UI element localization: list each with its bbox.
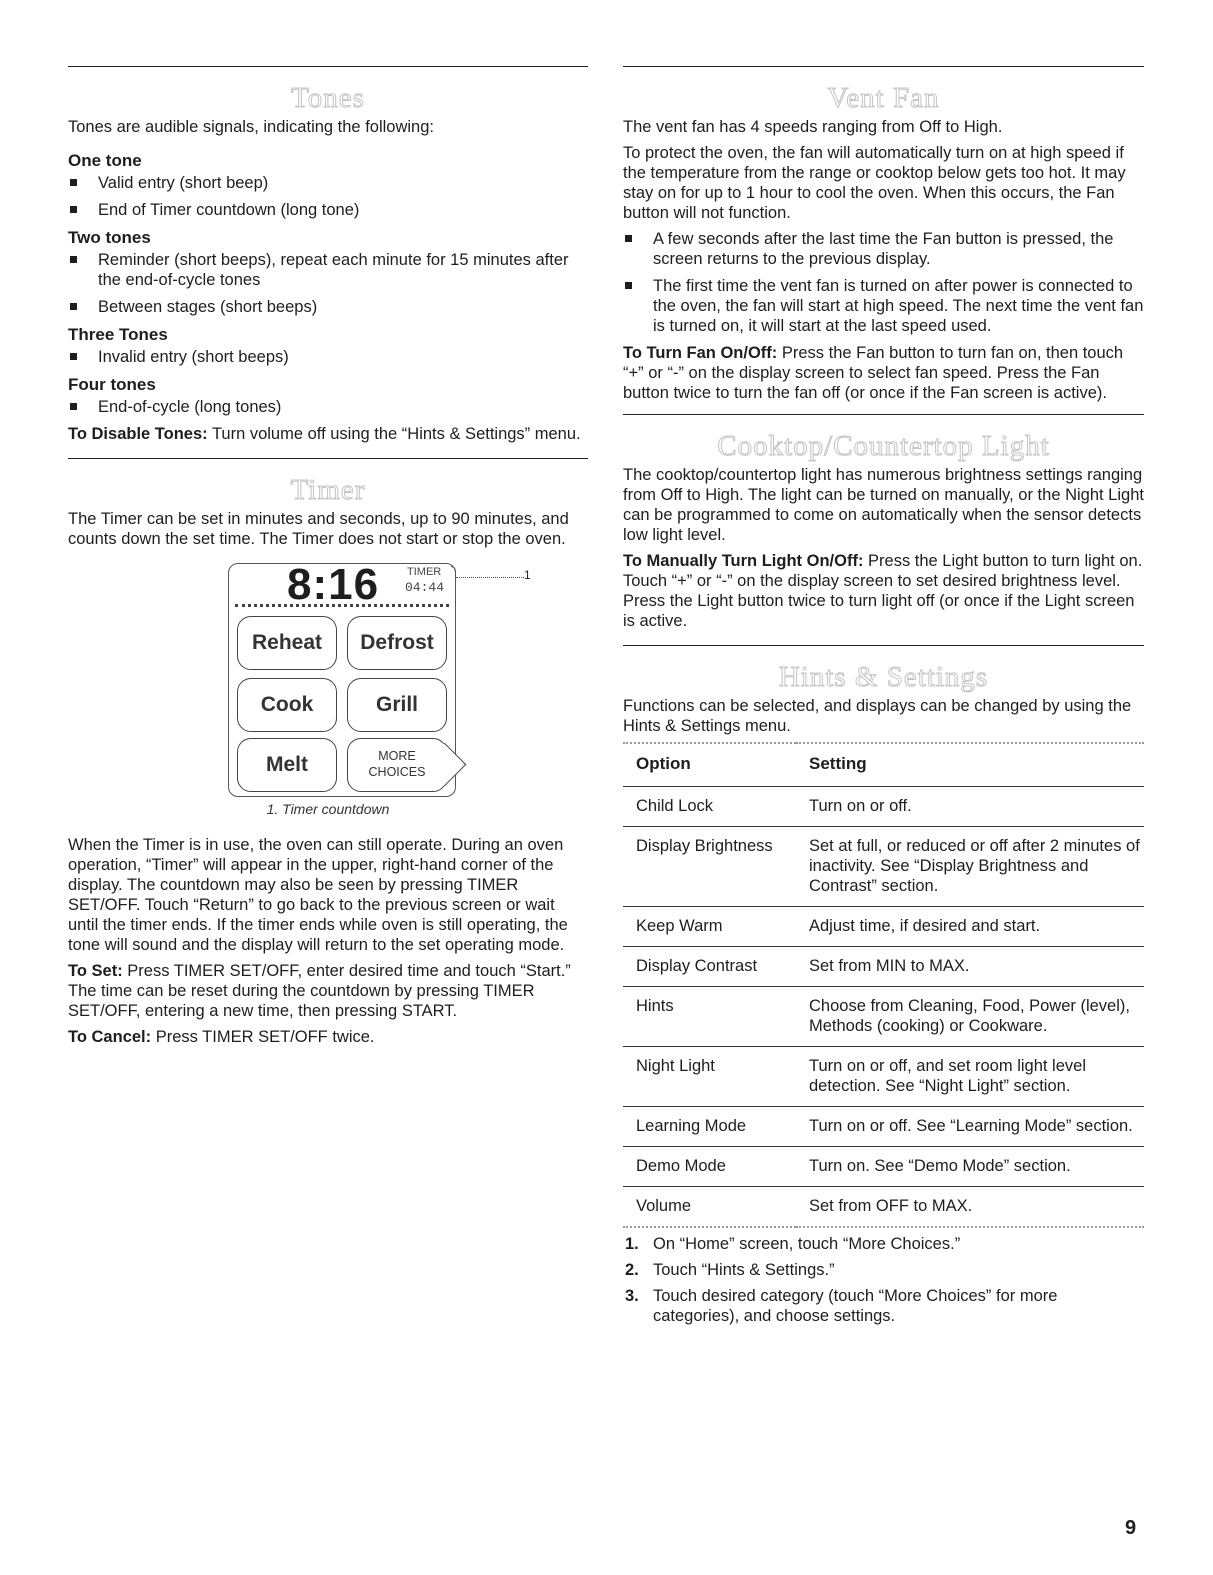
setting-cell: Set at full, or reduced or off after 2 minutes of inactivity. See “Display Brightness and Contrast” section. bbox=[796, 827, 1144, 907]
tone-group-list bbox=[68, 173, 588, 220]
list-item: A few seconds after the last time the Fan button is pressed, the screen returns to the previous display. bbox=[623, 229, 1144, 269]
light-manual-paragraph bbox=[623, 551, 1144, 631]
light-p1: The cooktop/countertop light has numerous brightness settings ranging from Off to High. The light can be turned on manually, or the Night Light can be programmed to come on automatically when the sensor detects low light level. bbox=[623, 466, 1144, 544]
timer-set-text: Press TIMER SET/OFF, enter desired time and touch “Start.” The time can be reset during the countdown by pressing TIMER SET/OFF, entering a new time, then pressing START. bbox=[68, 962, 571, 1020]
melt-button[interactable]: Melt bbox=[237, 738, 337, 792]
table-row bbox=[623, 827, 1144, 907]
table-row bbox=[623, 1047, 1144, 1107]
tone-group-list bbox=[68, 250, 588, 317]
timer-set-paragraph bbox=[68, 961, 588, 1021]
timer-set-lead: To Set: bbox=[68, 962, 123, 980]
setting-cell: Turn on or off, and set room light level detection. See “Night Light” section. bbox=[796, 1047, 1144, 1107]
list-item: End-of-cycle (long tones) bbox=[68, 397, 588, 417]
list-item bbox=[623, 1260, 1144, 1280]
step-text: Touch “Hints & Settings.” bbox=[653, 1261, 835, 1279]
step-text: Touch desired category (touch “More Choices” for more categories), and choose settings. bbox=[653, 1287, 1058, 1325]
option-cell: Volume bbox=[623, 1187, 796, 1228]
clock-readout: 8:16 bbox=[287, 560, 380, 609]
hints-intro: Functions can be selected, and displays can be changed by using the Hints & Settings menu. bbox=[623, 697, 1132, 735]
setting-cell: Turn on or off. See “Learning Mode” section. bbox=[796, 1107, 1144, 1147]
cook-button[interactable]: Cook bbox=[237, 678, 337, 732]
figure-caption: 1. Timer countdown bbox=[266, 801, 390, 817]
oven-display-panel bbox=[228, 560, 456, 797]
list-item: Valid entry (short beep) bbox=[68, 173, 588, 193]
option-column-header: Option bbox=[636, 754, 691, 773]
list-item: Invalid entry (short beeps) bbox=[68, 347, 588, 367]
timer-title: Timer bbox=[290, 474, 366, 506]
option-cell: Child Lock bbox=[623, 787, 796, 827]
timer-intro: The Timer can be set in minutes and seconds, up to 90 minutes, and counts down the set time. The Timer does not start or stop the oven. bbox=[68, 510, 569, 548]
step-number: 3. bbox=[625, 1287, 639, 1305]
light-title: Cooktop/Countertop Light bbox=[717, 430, 1050, 462]
section-rule bbox=[623, 66, 1144, 67]
vent-fan-p1: The vent fan has 4 speeds ranging from Off to High. bbox=[623, 118, 1003, 136]
reheat-button[interactable]: Reheat bbox=[237, 616, 337, 670]
timer-cancel-lead: To Cancel: bbox=[68, 1028, 152, 1046]
setting-cell: Turn on or off. bbox=[796, 787, 1144, 827]
light-manual-lead: To Manually Turn Light On/Off: bbox=[623, 552, 864, 570]
option-cell: Keep Warm bbox=[623, 907, 796, 947]
setting-column-header: Setting bbox=[809, 754, 867, 773]
vent-fan-p2: To protect the oven, the fan will automatically turn on at high speed if the temperature from the range or cooktop below gets too hot. It may stay on for up to 1 hour to cool the oven. When this occurs, the Fan button will not function. bbox=[623, 144, 1126, 222]
setting-cell: Set from MIN to MAX. bbox=[796, 947, 1144, 987]
table-row bbox=[623, 987, 1144, 1047]
oven-display-figure bbox=[68, 555, 588, 835]
option-cell: Demo Mode bbox=[623, 1147, 796, 1187]
tone-group-list bbox=[68, 397, 588, 417]
section-rule bbox=[623, 645, 1144, 646]
hints-settings-table bbox=[623, 742, 1144, 1228]
setting-cell: Turn on. See “Demo Mode” section. bbox=[796, 1147, 1144, 1187]
setting-cell: Set from OFF to MAX. bbox=[796, 1187, 1144, 1228]
list-item: End of Timer countdown (long tone) bbox=[68, 200, 588, 220]
timer-label: TIMER bbox=[407, 566, 442, 578]
grill-button[interactable]: Grill bbox=[347, 678, 447, 732]
vent-fan-turn-text: Press the Fan button to turn fan on, then touch “+” or “-” on the display screen to select fan speed. Press the Fan button twice to turn the fan off (or once if the Fan screen is active). bbox=[623, 344, 1124, 402]
defrost-button[interactable]: Defrost bbox=[347, 616, 447, 670]
timer-box-outline bbox=[451, 566, 456, 599]
timer-cancel-paragraph bbox=[68, 1027, 588, 1047]
table-row bbox=[623, 1147, 1144, 1187]
tone-group-heading: One tone bbox=[68, 151, 142, 170]
tones-intro: Tones are audible signals, indicating the following: bbox=[68, 118, 434, 136]
section-rule bbox=[623, 414, 1144, 415]
page-number: 9 bbox=[1125, 1517, 1137, 1539]
table-row bbox=[623, 1187, 1144, 1228]
option-cell: Hints bbox=[623, 987, 796, 1047]
hints-title: Hints & Settings bbox=[778, 661, 989, 693]
left-column bbox=[68, 66, 588, 1047]
section-rule bbox=[68, 66, 588, 67]
more-choices-button[interactable] bbox=[347, 738, 447, 792]
disable-tones-paragraph bbox=[68, 424, 588, 444]
vent-fan-list bbox=[623, 229, 1144, 336]
timer-cancel-text: Press TIMER SET/OFF twice. bbox=[151, 1028, 375, 1046]
disable-tones-lead: To Disable Tones: bbox=[68, 425, 208, 443]
disable-tones-text: Turn volume off using the “Hints & Settings” menu. bbox=[207, 425, 581, 443]
tone-group-heading: Four tones bbox=[68, 375, 156, 394]
vent-fan-turn-paragraph bbox=[623, 343, 1144, 403]
tone-group-heading: Three Tones bbox=[68, 325, 168, 344]
tone-group-heading: Two tones bbox=[68, 228, 151, 247]
table-row bbox=[623, 1107, 1144, 1147]
option-cell: Display Brightness bbox=[623, 827, 796, 907]
list-item bbox=[623, 1234, 1144, 1254]
table-header-row bbox=[623, 743, 1144, 787]
table-row bbox=[623, 907, 1144, 947]
table-row bbox=[623, 947, 1144, 987]
step-number: 1. bbox=[625, 1235, 639, 1253]
list-item bbox=[623, 1286, 1144, 1326]
callout-number: 1 bbox=[524, 568, 531, 582]
tones-title: Tones bbox=[291, 82, 365, 114]
table-row bbox=[623, 787, 1144, 827]
choices-label: CHOICES bbox=[368, 765, 426, 779]
timer-usage: When the Timer is in use, the oven can still operate. During an oven operation, “Timer” will appear in the upper, right-hand corner of the display. The countdown may also be seen by pressing TIMER SET/OFF. Touch “Return” to go back to the previous screen or wait until the timer ends. If the timer ends while oven is still operating, the tone will sound and the display will return to the set operating mode. bbox=[68, 836, 568, 954]
step-number: 2. bbox=[625, 1261, 639, 1279]
vent-fan-title: Vent Fan bbox=[827, 82, 940, 114]
list-item: Reminder (short beeps), repeat each minute for 15 minutes after the end-of-cycle tones bbox=[68, 250, 588, 290]
display-divider bbox=[235, 604, 449, 607]
hints-steps bbox=[623, 1234, 1144, 1326]
timer-countdown: 04:44 bbox=[405, 580, 445, 595]
step-text: On “Home” screen, touch “More Choices.” bbox=[653, 1235, 961, 1253]
option-cell: Display Contrast bbox=[623, 947, 796, 987]
setting-cell: Choose from Cleaning, Food, Power (level), Methods (cooking) or Cookware. bbox=[796, 987, 1144, 1047]
option-cell: Learning Mode bbox=[623, 1107, 796, 1147]
more-label: MORE bbox=[378, 749, 416, 763]
list-item: Between stages (short beeps) bbox=[68, 297, 588, 317]
callout-leader bbox=[456, 577, 524, 578]
right-column bbox=[623, 66, 1144, 1332]
option-cell: Night Light bbox=[623, 1047, 796, 1107]
tone-group-list bbox=[68, 347, 588, 367]
vent-fan-turn-lead: To Turn Fan On/Off: bbox=[623, 344, 778, 362]
light-manual-text: Press the Light button to turn light on. Touch “+” or “-” on the display screen to set desired brightness level. Press the Light button twice to turn light off (or once if the Light screen is active. bbox=[623, 552, 1143, 630]
setting-cell: Adjust time, if desired and start. bbox=[796, 907, 1144, 947]
section-rule bbox=[68, 458, 588, 459]
list-item: The first time the vent fan is turned on after power is connected to the oven, the fan will start at high speed. The next time the vent fan is turned on, it will start at the last speed used. bbox=[623, 276, 1144, 336]
